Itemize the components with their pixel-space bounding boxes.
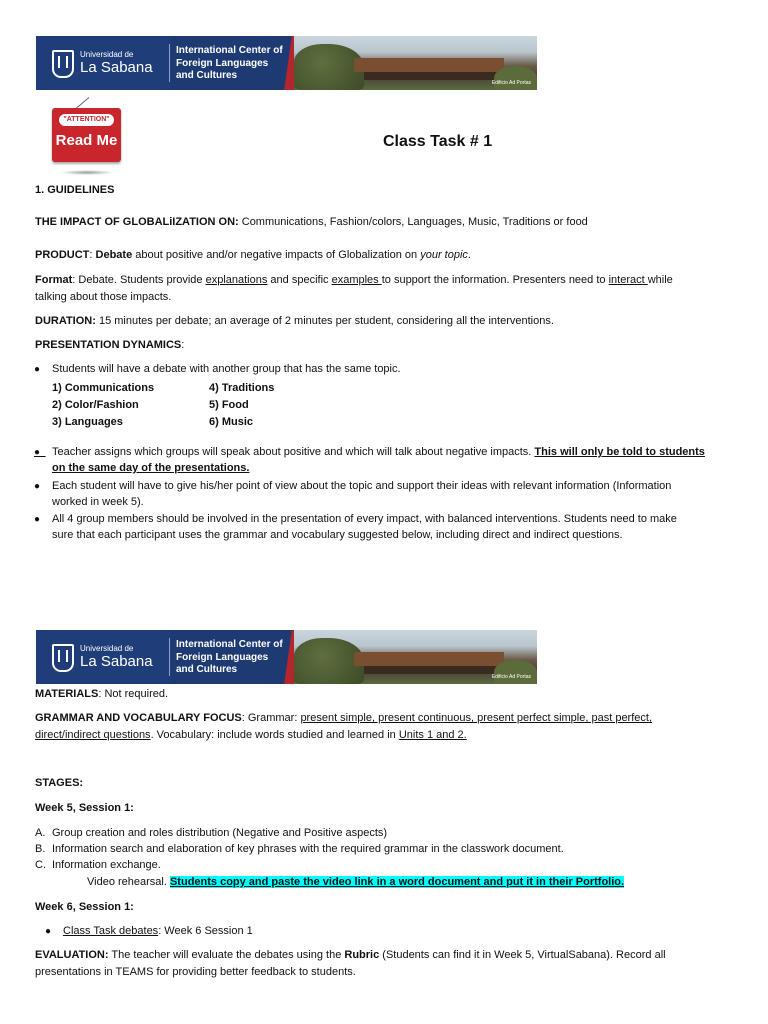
format-line-2: talking about those impacts. xyxy=(35,291,172,303)
duration-line: DURATION: 15 minutes per debate; an average of 2 minutes per student, considering all the interventions. xyxy=(35,315,554,327)
week5-heading: Week 5, Session 1: xyxy=(35,802,134,814)
topics-col-2: 4) Traditions 5) Food 6) Music xyxy=(209,382,275,428)
list-item-c: C. xyxy=(35,859,46,871)
grammar-line-2: direct/indirect questions. Vocabulary: include words studied and learned in Units 1 and 2. xyxy=(35,729,467,741)
list-item-b: B. xyxy=(35,843,46,855)
dynamics-heading: PRESENTATION DYNAMICS: xyxy=(35,339,185,351)
bullet-debate: Students will have a debate with another group that has the same topic. xyxy=(52,363,401,375)
highlighted-instruction: Students copy and paste the video link in a word document and put it in their Portfolio. xyxy=(169,876,625,888)
university-logo xyxy=(36,36,171,90)
header-banner xyxy=(36,630,537,684)
bullet-icon: ● xyxy=(45,926,52,937)
video-line: Video rehearsal. Students copy and paste the video link in a word document and put it in their Portfolio. xyxy=(87,876,625,888)
class-task-debates-link[interactable]: Class Task debates xyxy=(63,925,159,937)
week6-item: Class Task debates: Week 6 Session 1 xyxy=(63,925,253,937)
crest-icon xyxy=(52,644,74,672)
impact-line: THE IMPACT OF GLOBALiIZATION ON: Communications, Fashion/colors, Languages, Music, Traditions or food xyxy=(35,216,588,228)
evaluation-line: EVALUATION: The teacher will evaluate the debates using the Rubric (Students can find it in Week 5, VirtualSabana). Record all xyxy=(35,949,666,961)
bullet-members: All 4 group members should be involved in the presentation of every impact, with balanced interventions. Students need to make xyxy=(52,513,677,525)
center-name: International Center of Foreign Languages and Cultures xyxy=(176,45,283,81)
logo-big-text: La Sabana xyxy=(80,59,153,76)
bullet-members-2: sure that each participant uses the grammar and vocabulary suggested below, including direct and indirect questions. xyxy=(52,529,623,541)
list-item-c-text: Information exchange. xyxy=(52,859,161,871)
bullet-each-student-2: worked in week 5). xyxy=(52,496,144,508)
logo-small-text: Universidad de xyxy=(80,50,134,59)
stages-heading: STAGES: xyxy=(35,777,84,789)
list-item-a-text: Group creation and roles distribution (Negative and Positive aspects) xyxy=(52,827,388,839)
university-logo: Universidad de La Sabana xyxy=(36,630,171,684)
attention-label: "ATTENTION" xyxy=(59,114,114,126)
bullet-icon: ● xyxy=(34,364,41,375)
product-line: PRODUCT: Debate about positive and/or negative impacts of Globalization on your topic. xyxy=(35,249,471,261)
evaluation-line-2: presentations in TEAMS for providing better feedback to students. xyxy=(35,966,356,978)
bullet-icon: ● xyxy=(34,481,41,492)
grammar-line: GRAMMAR AND VOCABULARY FOCUS: Grammar: present simple, present continuous, present perfect simple, past perfect, xyxy=(35,712,653,724)
campus-photo: Edificio Ad Portas xyxy=(294,630,537,684)
list-item-b-text: Information search and elaboration of key phrases with the required grammar in the classwork document. xyxy=(52,843,564,855)
center-name: International Center of Foreign Languages and Cultures xyxy=(176,639,283,675)
topics-col-1: 1) Communications 2) Color/Fashion 3) Languages xyxy=(52,382,155,428)
campus-photo: Edificio Ad Portas xyxy=(294,36,537,90)
format-line: Format: Debate. Students provide explanations and specific examples to support the information. Presenters need to interact while xyxy=(35,274,673,286)
week6-heading: Week 6, Session 1: xyxy=(35,901,134,913)
bullet-assign-2: on the same day of the presentations. xyxy=(52,462,250,474)
section-heading: 1. GUIDELINES xyxy=(35,184,115,196)
list-item-a: A. xyxy=(35,827,46,839)
bullet-assign: Teacher assigns which groups will speak about positive and which will talk about negative impacts. This will only be told to students xyxy=(52,446,705,458)
attention-sign xyxy=(52,96,122,180)
read-me-label: Read Me xyxy=(55,132,118,149)
bullet-icon: ● xyxy=(34,447,46,458)
header-banner xyxy=(36,36,537,90)
crest-icon xyxy=(52,50,74,78)
materials-line: MATERIALS: Not required. xyxy=(35,688,169,700)
page-title: Class Task # 1 xyxy=(383,133,493,150)
bullet-icon: ● xyxy=(34,514,41,525)
bullet-each-student: Each student will have to give his/her point of view about the topic and support their ideas with relevant information (Information xyxy=(52,480,672,492)
